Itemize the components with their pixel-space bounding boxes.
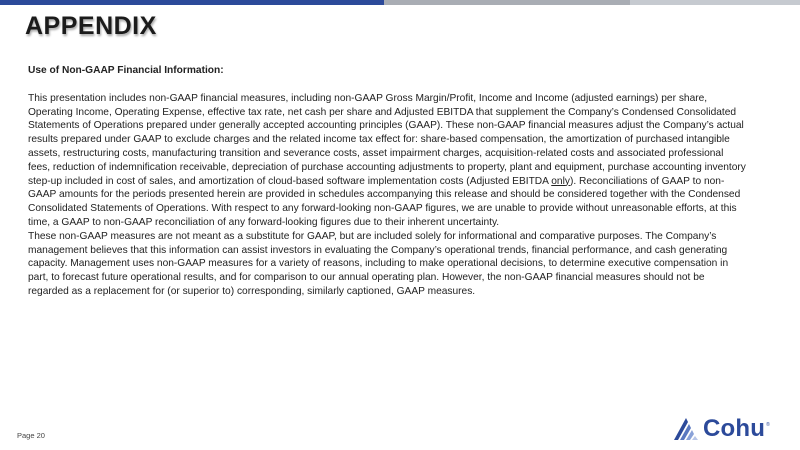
paragraph-2: These non-GAAP measures are not meant as a substitute for GAAP, but are included solely for informational and comparative purposes. The Company’s management believes that this information can assist investors in evaluating the Company’s operational trends, financial performance, and cash generating capacity. Management uses non-GAAP measures for a variety of reasons, including to make operational decisions, to determine executive compensation in part, to forecast future operational results, and for comparison to our annual operating plan. However, the non-GAAP financial measures should not be regarded as a replacement for (or superior to) corresponding, similarly captioned, GAAP measures. — [28, 230, 729, 297]
page-title: APPENDIX — [25, 12, 157, 40]
accent-bar-gray-segment — [384, 0, 630, 5]
top-accent-bar — [0, 0, 800, 5]
registered-mark: ® — [766, 422, 770, 428]
company-logo — [672, 414, 770, 444]
cohu-triangle-logo-icon — [672, 417, 700, 441]
body-content — [28, 64, 748, 299]
underlined-word: only — [551, 175, 570, 187]
paragraph-1-part-b: ). Reconciliations of GAAP to non-GAAP amounts for the periods presented herein are provided in schedules accompanying this release and should be considered together with the Condensed Consolidated Statements of Operations. With respect to any forward-looking non-GAAP figures, we are unable to provide without unreasonable efforts, at this time, a GAAP to non-GAAP reconciliation of any forward-looking figures due to their inherent uncertainty. — [28, 175, 741, 228]
accent-bar-light-gray-segment — [630, 0, 800, 5]
page-number: Page 20 — [17, 431, 45, 440]
paragraph-1-part-a: This presentation includes non-GAAP financial measures, including non-GAAP Gross Margin/Profit, Income and Income (adjusted earnings) per share, Operating Income, Operating Expense, effective tax rate, net cash per share and Adjusted EBITDA that supplement the Company’s Condensed Consolidated Statements of Operations prepared under generally accepted accounting principles (GAAP). These non-GAAP financial measures adjust the Company’s actual results prepared under GAAP to exclude charges and the related income tax effect for: share-based compensation, the amortization of purchased intangible assets, restructuring costs, manufacturing transition and severance costs, asset impairment charges, acquisition-related costs and associated professional fees, reduction of indemnification receivable, depreciation of purchase accounting adjustments to property, plant and equipment, purchase accounting inventory step-up included in cost of sales, and amortization of cloud-based software implementation costs (Adjusted EBITDA — [28, 92, 746, 187]
logo-text: Cohu — [703, 415, 766, 442]
section-heading: Use of Non-GAAP Financial Information: — [28, 65, 224, 76]
accent-bar-blue-segment — [0, 0, 384, 5]
paragraph-1 — [28, 92, 748, 230]
